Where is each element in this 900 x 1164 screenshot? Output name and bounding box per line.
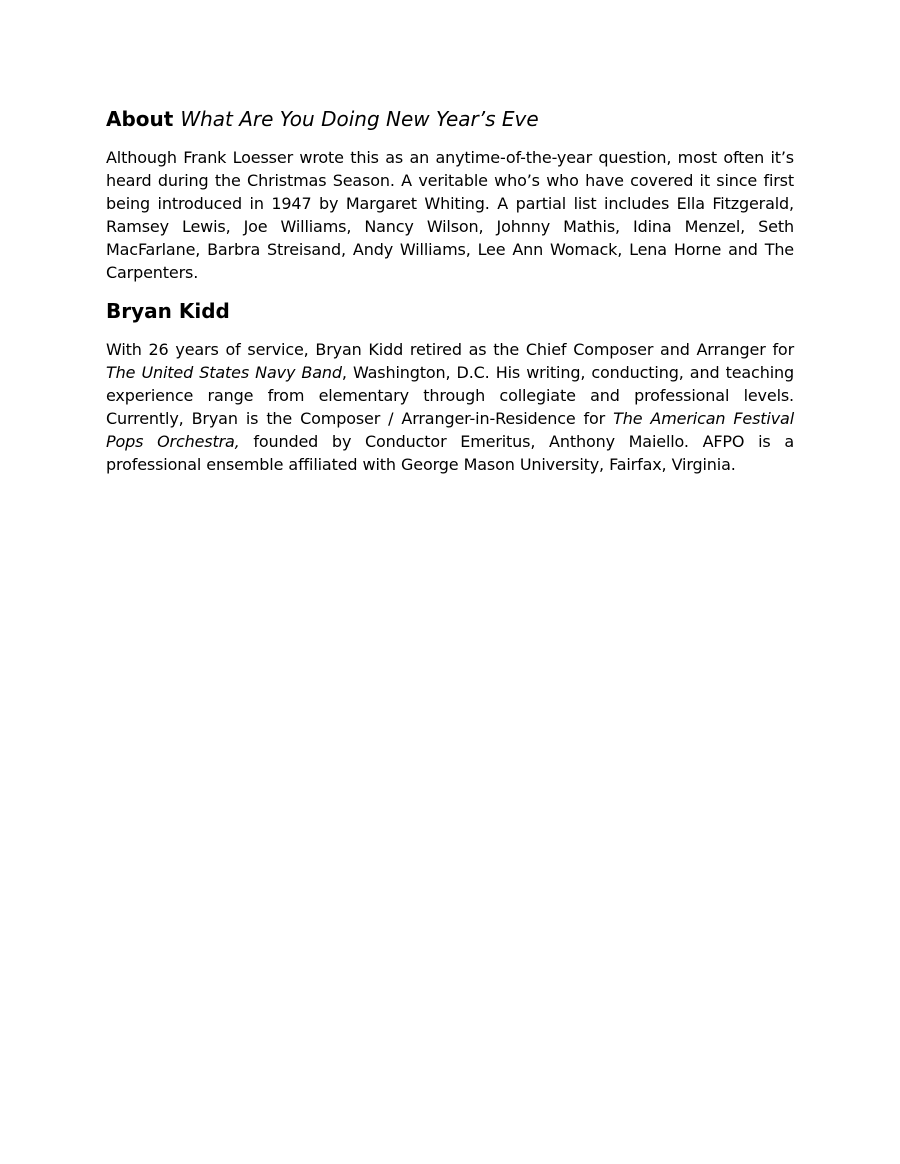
song-title: What Are You Doing New Year’s Eve	[180, 107, 539, 131]
about-heading	[106, 104, 794, 134]
about-heading-prefix: About	[106, 107, 174, 131]
navy-band-name: The United States Navy Band	[106, 363, 342, 382]
spacer	[106, 326, 794, 338]
spacer	[106, 134, 794, 146]
bio-heading: Bryan Kidd	[106, 299, 230, 323]
spacer	[106, 284, 794, 296]
bio-text-2: , Washington, D.C. His writing, conducting, and teaching experience range from elementary through collegiate and professional levels. Currently, Bryan is the Composer / Arranger-in-Residence for	[106, 363, 794, 428]
about-paragraph: Although Frank Loesser wrote this as an anytime-of-the-year question, most often it’s heard during the Christmas Season. A veritable who’s who have covered it since first being introduced in 1947 by Margaret Whiting. A partial list includes Ella Fitzgerald, Ramsey Lewis, Joe Williams, Nancy Wilson, Johnny Mathis, Idina Menzel, Seth MacFarlane, Barbra Streisand, Andy Williams, Lee Ann Womack, Lena Horne and The Carpenters.	[106, 148, 794, 282]
orchestra-name: The American Festival Pops Orchestra,	[106, 409, 794, 451]
bio-text-3: founded by Conductor Emeritus, Anthony Maiello. AFPO is a professional ensemble affiliated with George Mason University, Fairfax, Virginia.	[106, 432, 795, 474]
bio-text-1: With 26 years of service, Bryan Kidd retired as the Chief Composer and Arranger for	[106, 340, 794, 359]
bio-paragraph	[106, 338, 794, 476]
